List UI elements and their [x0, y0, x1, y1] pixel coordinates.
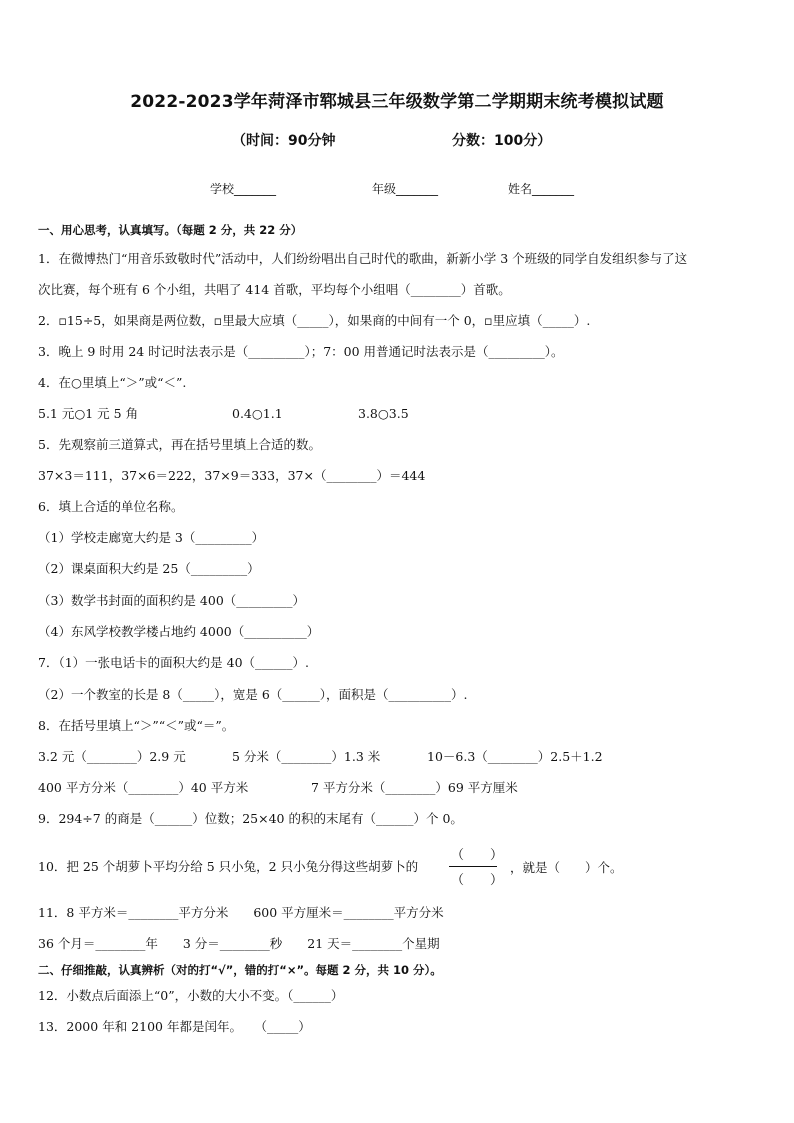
- total-score: 分数：100分）: [452, 133, 552, 149]
- time-limit: （时间：90分钟: [232, 133, 336, 149]
- question-6: 6．填上合适的单位名称。: [38, 499, 184, 514]
- question-1-line-1: 1．在微博热门“用音乐致敬时代”活动中，人们纷纷唱出自己时代的歌曲，新新小学 3 个班级的同学自发组织参与了这: [38, 251, 688, 266]
- name-field[interactable]: 姓名_______: [508, 182, 575, 196]
- question-7-2: （2）一个教室的长是 8（_____），宽是 6（______），面积是（__________）.: [38, 687, 468, 702]
- question-1-line-2: 次比赛，每个班有 6 个小组，共唱了 414 首歌，平均每个小组唱（________）首歌。: [38, 282, 511, 297]
- question-6-1: （1）学校走廊宽大约是 3（_________）: [38, 530, 265, 545]
- fraction-bar: [449, 866, 497, 867]
- question-6-4: （4）东风学校教学楼占地约 4000（__________）: [38, 624, 320, 639]
- question-3: 3．晚上 9 时用 24 时记时法表示是（_________）；7：00 用普通记时法表示是（_________）。: [38, 344, 564, 359]
- question-10-tail: ，就是（ ）个。: [510, 860, 623, 875]
- question-13: 13．2000 年和 2100 年都是闰年。 （_____）: [38, 1019, 311, 1034]
- question-11-line-2: 36 个月＝________年 3 分＝________秒 21 天＝________个星期: [38, 936, 440, 951]
- question-9: 9．294÷7 的商是（______）位数；25×40 的积的末尾有（______）个 0。: [38, 811, 463, 826]
- question-8-e: 7 平方分米（________）69 平方厘米: [311, 780, 518, 795]
- exam-title: 2022-2023学年菏泽市郓城县三年级数学第二学期期末统考模拟试题: [130, 92, 664, 112]
- question-4-c: 3.8○3.5: [358, 406, 409, 421]
- question-2: 2．▫15÷5，如果商是两位数，▫里最大应填（_____），如果商的中间有一个 0，▫里应填（_____）.: [38, 313, 591, 328]
- question-4-b: 0.4○1.1: [232, 406, 283, 421]
- fraction-blank[interactable]: [447, 842, 504, 890]
- question-8-c: 10－6.3（________）2.5＋1.2: [427, 749, 603, 764]
- question-5-formula: 37×3＝111，37×6＝222，37×9＝333，37×（________）＝444: [38, 468, 426, 483]
- question-11-line-1: 11．8 平方米＝________平方分米 600 平方厘米＝________平方分米: [38, 905, 444, 920]
- question-8-b: 5 分米（________）1.3 米: [232, 749, 381, 764]
- question-4-a: 5.1 元○1 元 5 角: [38, 406, 139, 421]
- fraction-denominator: （ ）: [451, 873, 504, 888]
- question-8-d: 400 平方分米（________）40 平方米: [38, 780, 249, 795]
- question-6-3: （3）数学书封面的面积约是 400（_________）: [38, 593, 306, 608]
- question-4: 4．在○里填上“＞”或“＜”.: [38, 375, 187, 390]
- question-8-a: 3.2 元（________）2.9 元: [38, 749, 186, 764]
- section-1-heading: 一、用心思考，认真填写。（每题 2 分，共 22 分）: [38, 223, 303, 237]
- fraction-numerator: （ ）: [451, 848, 504, 863]
- question-10: 10．把 25 个胡萝卜平均分给 5 只小兔，2 只小兔分得这些胡萝卜的: [38, 859, 419, 874]
- question-6-2: （2）课桌面积大约是 25（_________）: [38, 561, 260, 576]
- school-field[interactable]: 学校_______: [210, 182, 277, 196]
- question-8: 8．在括号里填上“＞”“＜”或“＝”。: [38, 718, 235, 733]
- question-12: 12．小数点后面添上“0”，小数的大小不变。（______）: [38, 988, 344, 1003]
- question-5: 5．先观察前三道算式，再在括号里填上合适的数。: [38, 437, 321, 452]
- question-7-1: 7．（1）一张电话卡的面积大约是 40（______）.: [38, 655, 310, 670]
- section-2-heading: 二、仔细推敲，认真辨析（对的打“√”，错的打“×”。每题 2 分，共 10 分）。: [38, 963, 442, 977]
- grade-field[interactable]: 年级_______: [372, 182, 439, 196]
